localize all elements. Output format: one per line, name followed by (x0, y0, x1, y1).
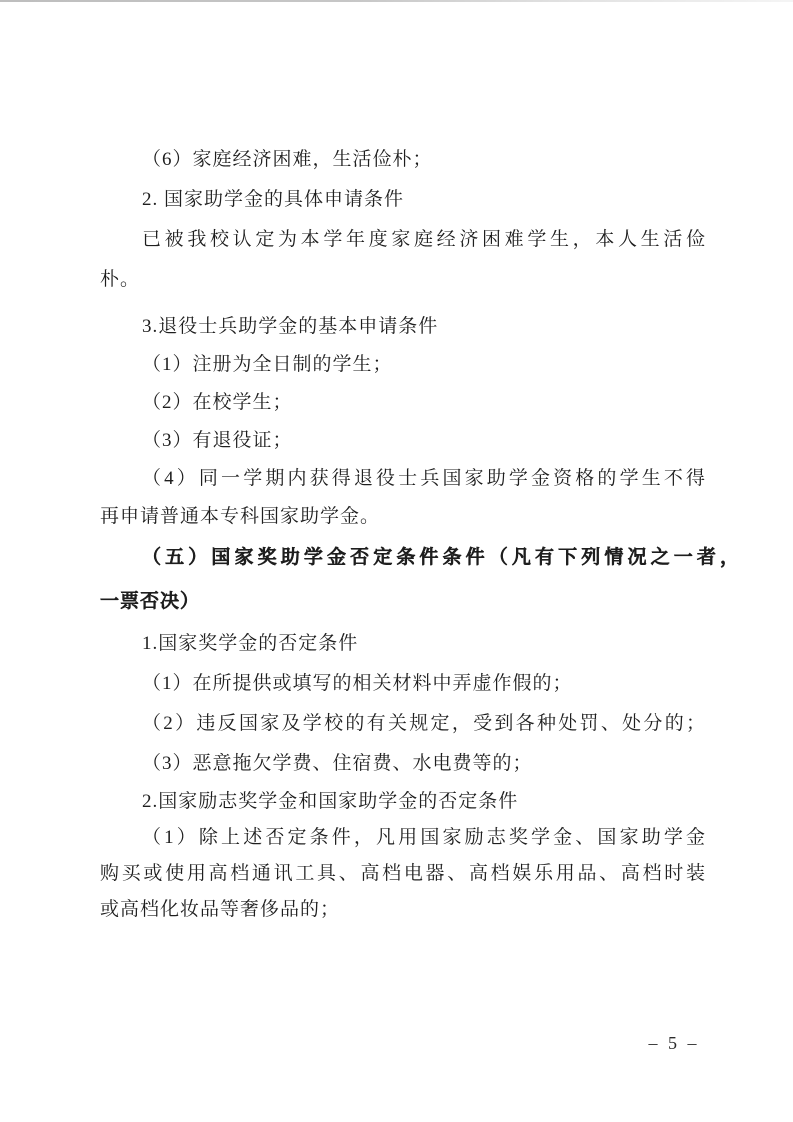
text-line: （1）在所提供或填写的相关材料中弄虚作假的； (142, 673, 573, 694)
page-number: – 5 – (648, 1033, 700, 1053)
veteran-clause-4-no-double-application (100, 460, 706, 536)
text-line: （3）恶意拖欠学费、住宿费、水电费等的； (142, 753, 533, 774)
text-line: （2）违反国家及学校的有关规定，受到各种处罚、处分的； (142, 713, 706, 734)
scan-artifact-line (0, 0, 793, 2)
heading-5-veto-conditions (100, 536, 740, 624)
veteran-clause-3-discharge-certificate (100, 422, 706, 460)
text-line: （五）国家奖助学金否定条件条件（凡有下列情况之一者， (142, 547, 740, 568)
veto-1-falsified-materials (100, 664, 706, 704)
heading-3-veteran-grant-basic-conditions (100, 308, 706, 346)
text-line: 或高档化妆品等奢侈品的； (100, 899, 341, 920)
text-line: （6）家庭经济困难，生活俭朴； (142, 149, 433, 170)
text-line: （1）注册为全日制的学生； (142, 354, 393, 375)
text-line: （2）在校学生； (142, 392, 293, 413)
veto-2-violations-punishments (100, 704, 706, 744)
text-line: （3）有退役证； (142, 430, 293, 451)
clause-6-family-hardship (100, 140, 706, 180)
veteran-clause-2-enrolled-student (100, 384, 706, 422)
text-line: 3.退役士兵助学金的基本申请条件 (142, 316, 439, 337)
text-line: 2.国家励志奖学金和国家助学金的否定条件 (142, 791, 519, 812)
text-line: 已被我校认定为本学年度家庭经济困难学生，本人生活俭 (142, 229, 706, 250)
veto-luxury-purchases (100, 820, 706, 928)
para-recognized-hardship-student (100, 220, 706, 300)
document-body (100, 140, 740, 928)
heading-1-scholarship-veto-conditions (100, 624, 706, 664)
text-line: 一票否决） (100, 591, 201, 612)
heading-2-encouragement-grant-veto-conditions (100, 784, 706, 820)
text-line: （4）同一学期内获得退役士兵国家助学金资格的学生不得 (142, 468, 706, 489)
text-line: 2. 国家助学金的具体申请条件 (142, 189, 405, 210)
veto-3-fee-arrears (100, 744, 706, 784)
text-line: 购买或使用高档通讯工具、高档电器、高档娱乐用品、高档时装 (100, 863, 706, 884)
text-line: 朴。 (100, 269, 141, 290)
text-line: 1.国家奖学金的否定条件 (142, 633, 359, 654)
text-line: （1）除上述否定条件，凡用国家励志奖学金、国家助学金 (142, 827, 706, 848)
veteran-clause-1-fulltime-registered (100, 346, 706, 384)
heading-2-national-grant-specific-conditions (100, 180, 706, 220)
text-line: 再申请普通本专科国家助学金。 (100, 506, 381, 527)
